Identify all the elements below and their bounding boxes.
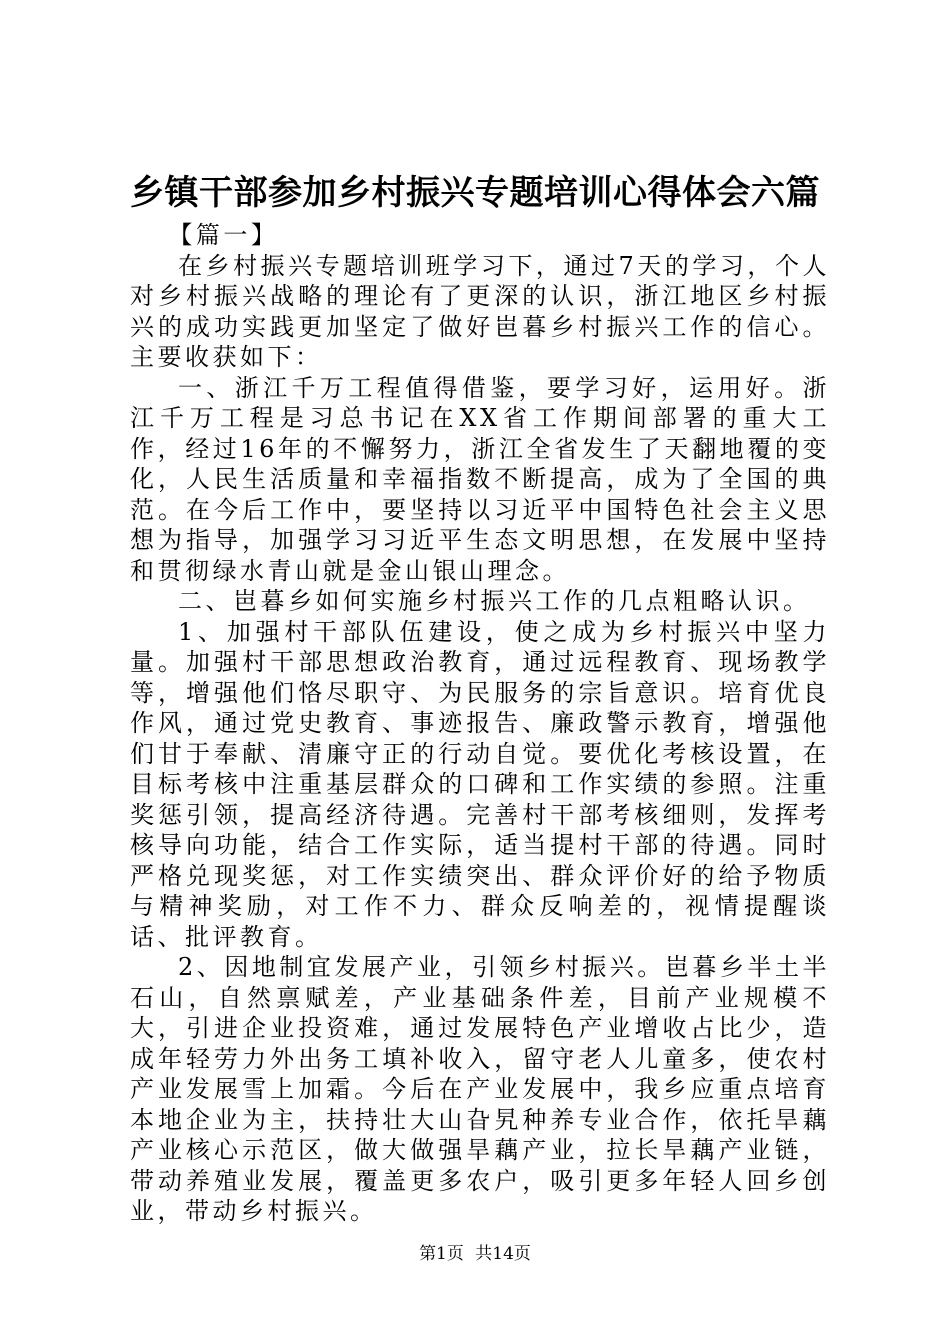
section-label: 【篇一】 (168, 221, 279, 249)
document-page (130, 168, 830, 1227)
page-footer (0, 1243, 950, 1265)
document-title: 乡镇干部参加乡村振兴专题培训心得体会六篇 (130, 173, 820, 213)
paragraph-item-1: 1、加强村干部队伍建设，使之成为乡村振兴中坚力量。加强村干部思想政治教育，通过远程教育、现场教学等，增强他们恪尽职守、为民服务的宗旨意识。培育优良作风，通过党史教育、事迹报告、廉政警示教育，增强他们甘于奉献、清廉守正的行动自觉。要优化考核设置，在目标考核中注重基层群众的口碑和工作实绩的参照。注重奖惩引领，提高经济待遇。完善村干部考核细则，发挥考核导向功能，结合工作实际，适当提村干部的待遇。同时严格兑现奖惩，对工作实绩突出、群众评价好的给予物质与精神奖励，对工作不力、群众反响差的，视情提醒谈话、批评教育。 (130, 617, 830, 951)
page-total: 共14页 (475, 1244, 531, 1264)
paragraph-point-one: 一、浙江千万工程值得借鉴，要学习好，运用好。浙江千万工程是习总书记在XX省工作期间部署的重大工作，经过16年的不懈努力，浙江全省发生了天翻地覆的变化，人民生活质量和幸福指数不断提高，成为了全国的典范。在今后工作中，要坚持以习近平中国特色社会主义思想为指导，加强学习习近平生态文明思想，在发展中坚持和贯彻绿水青山就是金山银山理念。 (130, 373, 830, 585)
paragraph-point-two: 二、岜暮乡如何实施乡村振兴工作的几点粗略认识。 (178, 587, 811, 615)
page-number: 第1页 (419, 1244, 464, 1264)
paragraph-intro: 在乡村振兴专题培训班学习下，通过7天的学习，个人对乡村振兴战略的理论有了更深的认识，浙江地区乡村振兴的成功实践更加坚定了做好岜暮乡村振兴工作的信心。主要收获如下： (130, 251, 830, 371)
document-body (130, 220, 830, 1227)
paragraph-item-2: 2、因地制宜发展产业，引领乡村振兴。岜暮乡半土半石山，自然禀赋差，产业基础条件差，目前产业规模不大，引进企业投资难，通过发展特色产业增收占比少，造成年轻劳力外出务工填补收入，留守老人儿童多，使农村产业发展雪上加霜。今后在产业发展中，我乡应重点培育本地企业为主，扶持壮大山旮旯种养专业合作，依托旱藕产业核心示范区，做大做强旱藕产业，拉长旱藕产业链，带动养殖业发展，覆盖更多农户，吸引更多年轻人回乡创业，带动乡村振兴。 (130, 953, 830, 1225)
